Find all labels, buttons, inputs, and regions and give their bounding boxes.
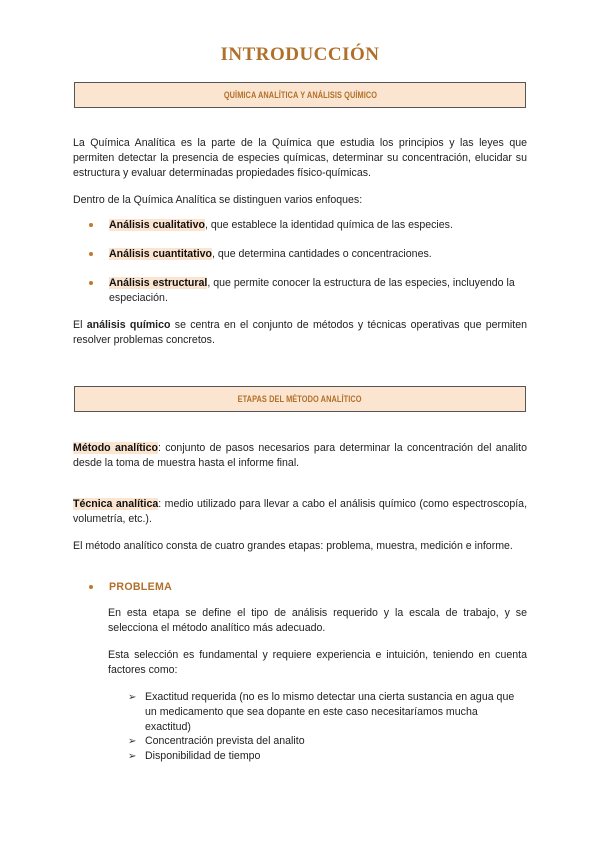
etapas-paragraph: El método analítico consta de cuatro grandes etapas: problema, muestra, medición e informe. xyxy=(73,540,513,552)
arrowhead-bullet-icon: ➢ xyxy=(128,736,137,747)
problema-paragraph-1: En esta etapa se define el tipo de análisis requerido y la escala de trabajo, y se selecciona el método analítico más adecuado. xyxy=(108,607,527,634)
bullet-text: , que determina cantidades o concentraciones. xyxy=(212,248,432,260)
section-heading-text: QUÍMICA ANALÍTICA Y ANÁLISIS QUÍMICO xyxy=(223,90,377,100)
enfoques-paragraph: Dentro de la Química Analítica se distinguen varios enfoques: xyxy=(73,194,363,206)
text-fragment: se centra en el conjunto de métodos y técnicas operativas que permiten resolver problemas concretos. xyxy=(73,319,527,346)
section-heading-text: ETAPAS DEL MÉTODO ANALÍTICO xyxy=(238,394,362,404)
factor-text: Exactitud requerida (no es lo mismo detectar una cierta sustancia en agua que un medicamento que sea dopante en este caso necesitaríamos mucha exactitud) xyxy=(145,691,515,733)
definition-text: : conjunto de pasos necesarios para determinar la concentración del analito desde la toma de muestra hasta el informe final. xyxy=(73,442,527,469)
bullet-text: , que permite conocer la estructura de las especies, incluyendo la especiación. xyxy=(109,277,515,304)
analisis-quimico-paragraph xyxy=(73,318,527,348)
term-cualitativo: Análisis cualitativo xyxy=(109,219,205,231)
term-analisis-quimico: análisis químico xyxy=(86,319,171,331)
term-cuantitativo: Análisis cuantitativo xyxy=(109,248,213,260)
factor-text: Disponibilidad de tiempo xyxy=(145,750,261,762)
bullet-text: , que establece la identidad química de las especies. xyxy=(204,219,453,231)
bullet-dot-icon xyxy=(89,281,93,285)
term-metodo-analitico: Método analítico xyxy=(73,442,158,454)
definition-text: : medio utilizado para llevar a cabo el análisis químico (como espectroscopía, volumetría, etc.). xyxy=(73,498,528,525)
tecnica-analitica-definition xyxy=(73,497,527,527)
section-heading-quimica-analitica xyxy=(74,82,526,108)
section-heading-etapas xyxy=(74,386,526,412)
bullet-dot-icon xyxy=(89,223,93,227)
arrowhead-bullet-icon: ➢ xyxy=(128,692,137,703)
metodo-analitico-definition xyxy=(73,441,527,471)
text-fragment: El xyxy=(73,319,87,331)
page-title: INTRODUCCIÓN xyxy=(220,44,380,65)
problema-paragraph-2: Esta selección es fundamental y requiere experiencia e intuición, teniendo en cuenta factores como: xyxy=(108,649,527,676)
term-tecnica-analitica: Técnica analítica xyxy=(73,498,159,510)
problema-heading: PROBLEMA xyxy=(109,581,173,593)
factor-text: Concentración prevista del analito xyxy=(145,735,305,747)
term-estructural: Análisis estructural xyxy=(109,277,208,289)
bullet-dot-icon xyxy=(89,585,93,589)
bullet-dot-icon xyxy=(89,252,93,256)
arrowhead-bullet-icon: ➢ xyxy=(128,751,137,762)
intro-paragraph: La Química Analítica es la parte de la Química que estudia los principios y las leyes que permiten detectar la presencia de especies químicas, determinar su concentración, elucidar su estructura y evaluar determinadas propiedades físico-químicas. xyxy=(73,137,527,179)
